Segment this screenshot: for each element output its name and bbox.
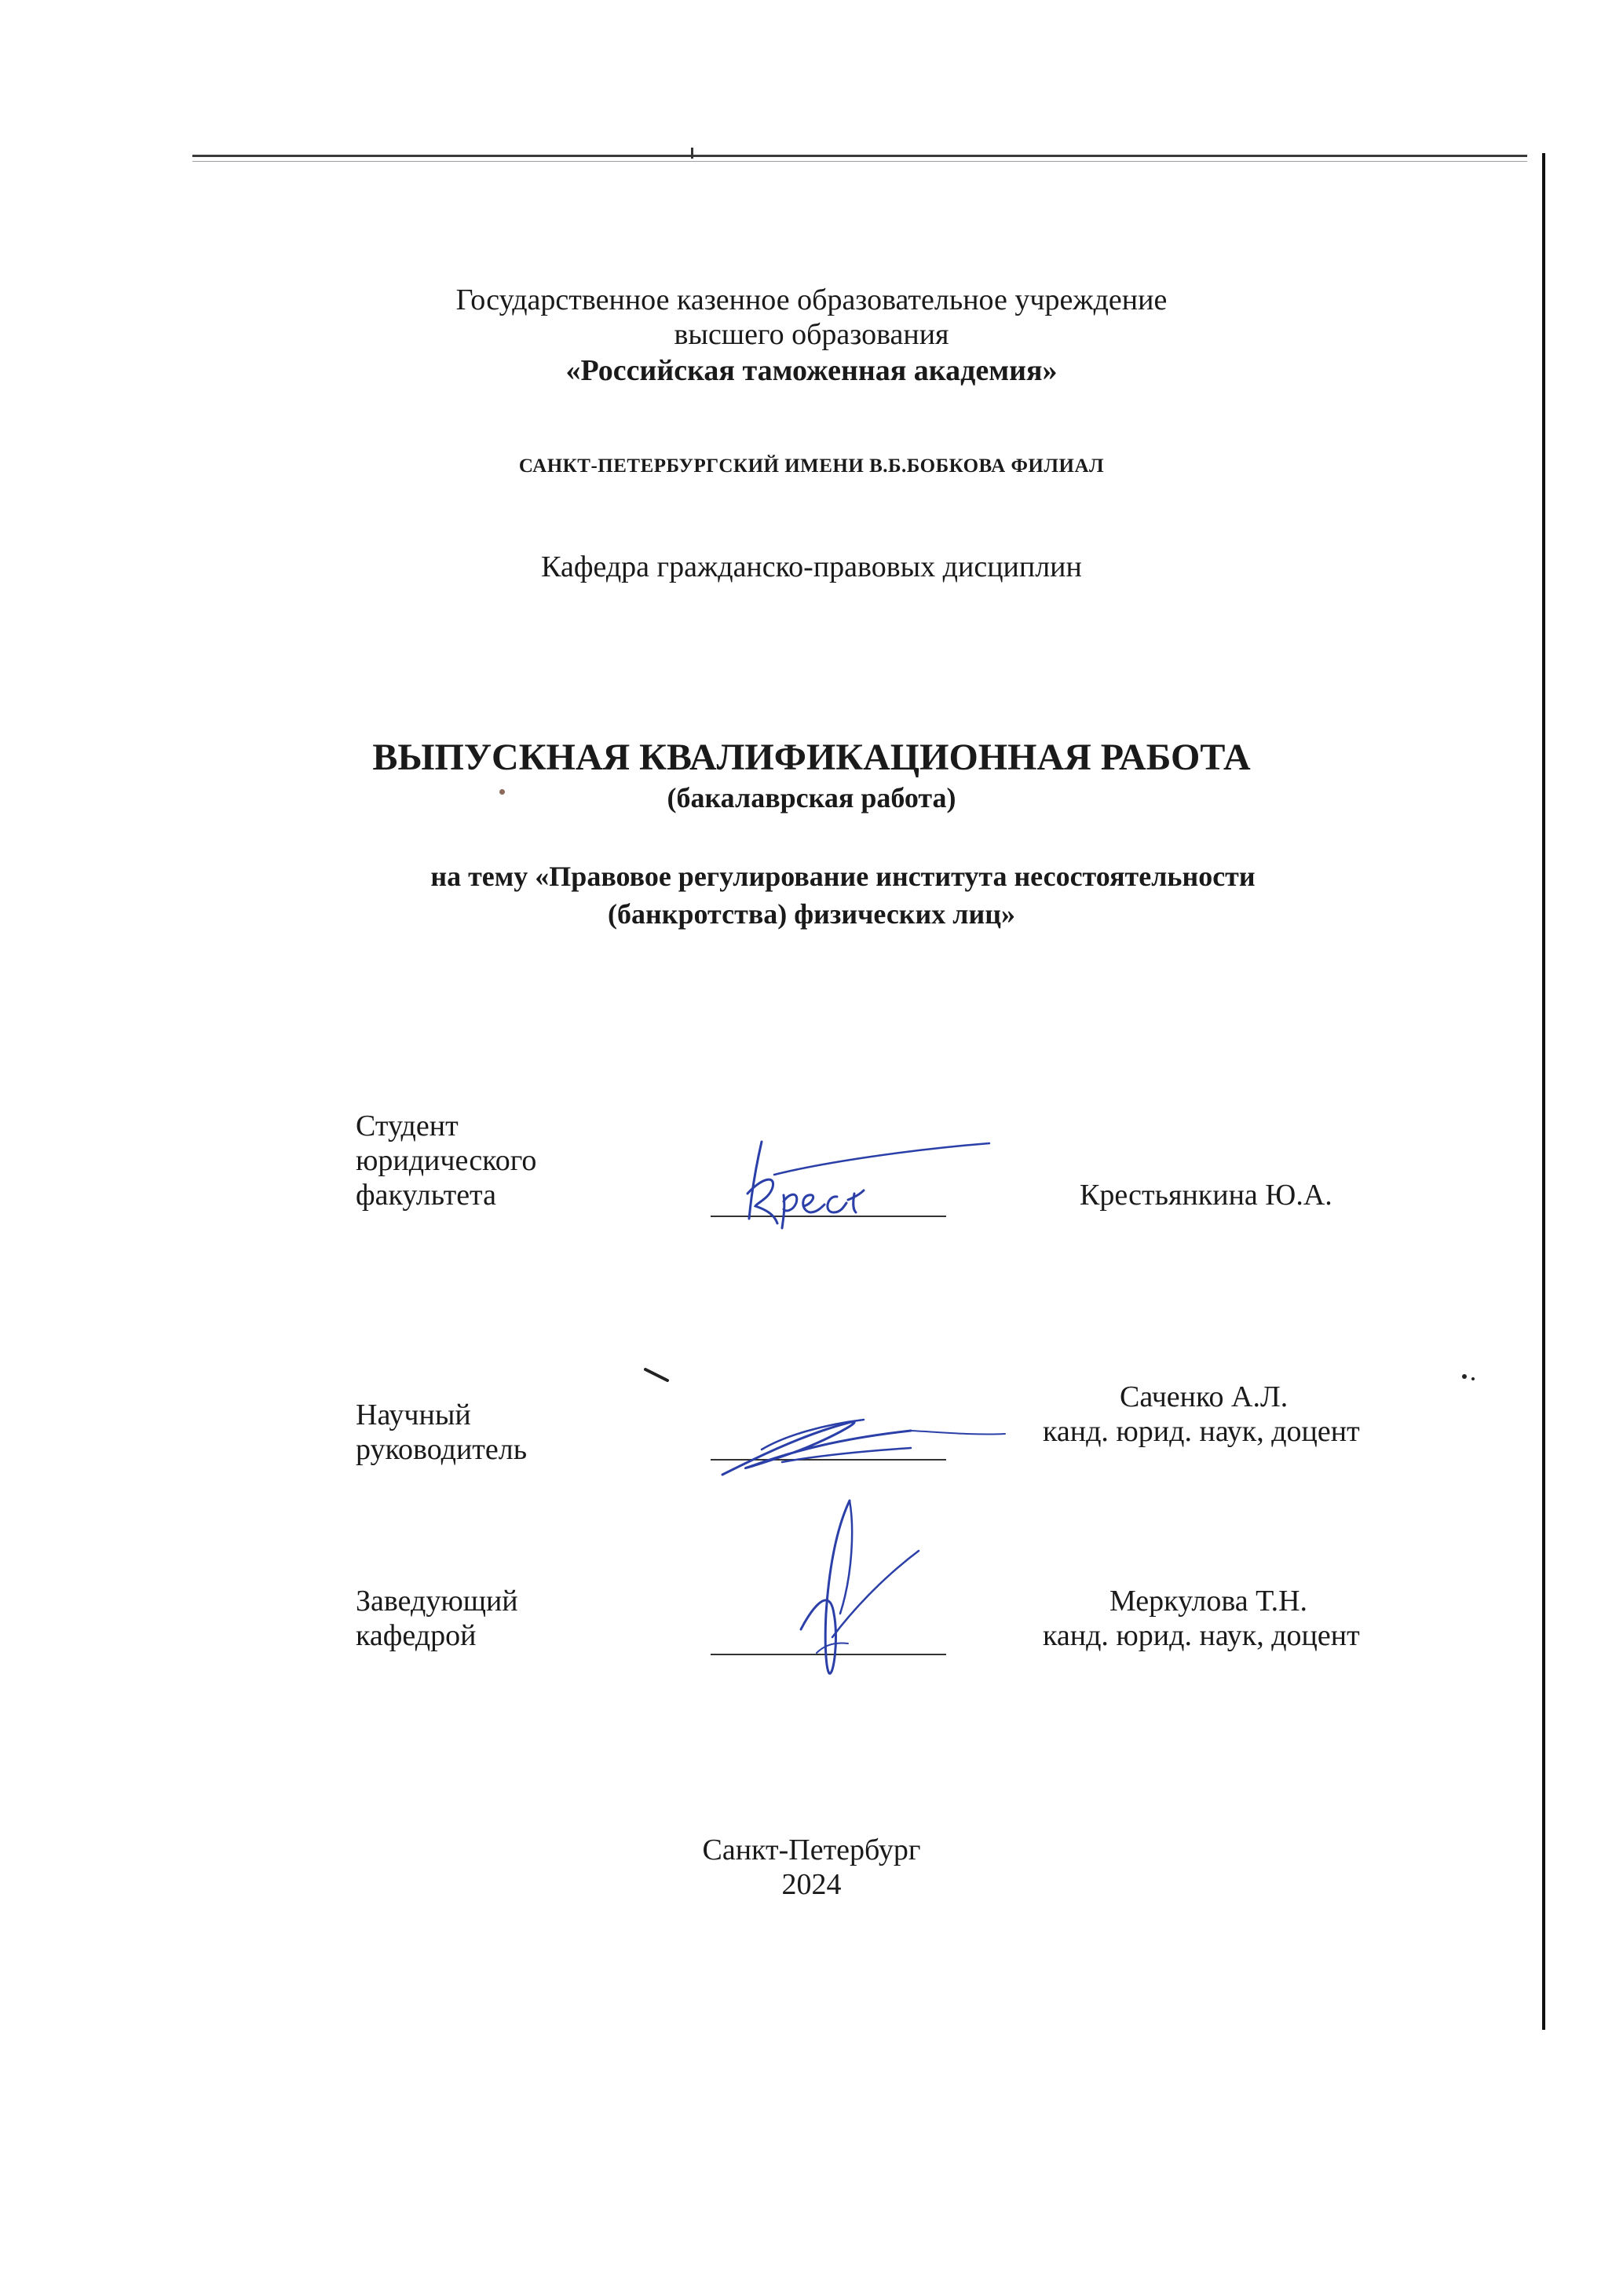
handwritten-signature [738, 1131, 1005, 1233]
signatory-degree: канд. юрид. наук, доцент [1043, 1619, 1360, 1652]
city: Санкт-Петербург [702, 1834, 921, 1866]
scan-tick-mark [691, 148, 693, 159]
role-label-line3: факультета [356, 1179, 496, 1212]
signatory-name: Меркулова Т.Н. [1109, 1585, 1308, 1618]
academy-name: «Российская таможенная академия» [565, 354, 1058, 387]
scan-stroke-mark [644, 1366, 675, 1385]
scan-speck [1471, 1377, 1475, 1380]
signatory-degree: канд. юрид. наук, доцент [1043, 1415, 1360, 1448]
institution-name-line1: Государственное казенное образовательное учреждение [455, 283, 1168, 316]
role-label-line2: руководитель [356, 1433, 528, 1466]
year: 2024 [781, 1868, 842, 1901]
work-type: (бакалаврская работа) [667, 782, 956, 813]
topic-line2: (банкротства) физических лиц» [608, 898, 1015, 930]
handwritten-signature [777, 1496, 934, 1684]
role-label-line2: юридического [356, 1144, 537, 1177]
scan-edge-right [1542, 153, 1545, 2030]
institution-name-line2: высшего образования [674, 318, 949, 351]
role-label-line1: Заведующий [356, 1585, 518, 1618]
role-label-line1: Научный [356, 1398, 471, 1431]
signatory-name: Крестьянкина Ю.А. [1080, 1179, 1332, 1212]
role-label-line2: кафедрой [356, 1619, 477, 1652]
work-title: ВЫПУСКНАЯ КВАЛИФИКАЦИОННАЯ РАБОТА [372, 737, 1251, 778]
branch-name: САНКТ-ПЕТЕРБУРГСКИЙ ИМЕНИ В.Б.БОБКОВА ФИЛИАЛ [518, 455, 1105, 477]
scan-edge-top-faint [192, 161, 1527, 162]
scan-speck [1462, 1374, 1467, 1379]
handwritten-signature [707, 1404, 1021, 1490]
topic-line1: на тему «Правовое регулирование института несостоятельности [430, 861, 1256, 892]
scan-edge-top [192, 155, 1527, 157]
role-label-line1: Студент [356, 1110, 459, 1143]
department-name: Кафедра гражданско-правовых дисциплин [541, 550, 1082, 583]
signatory-name: Саченко А.Л. [1120, 1380, 1289, 1413]
